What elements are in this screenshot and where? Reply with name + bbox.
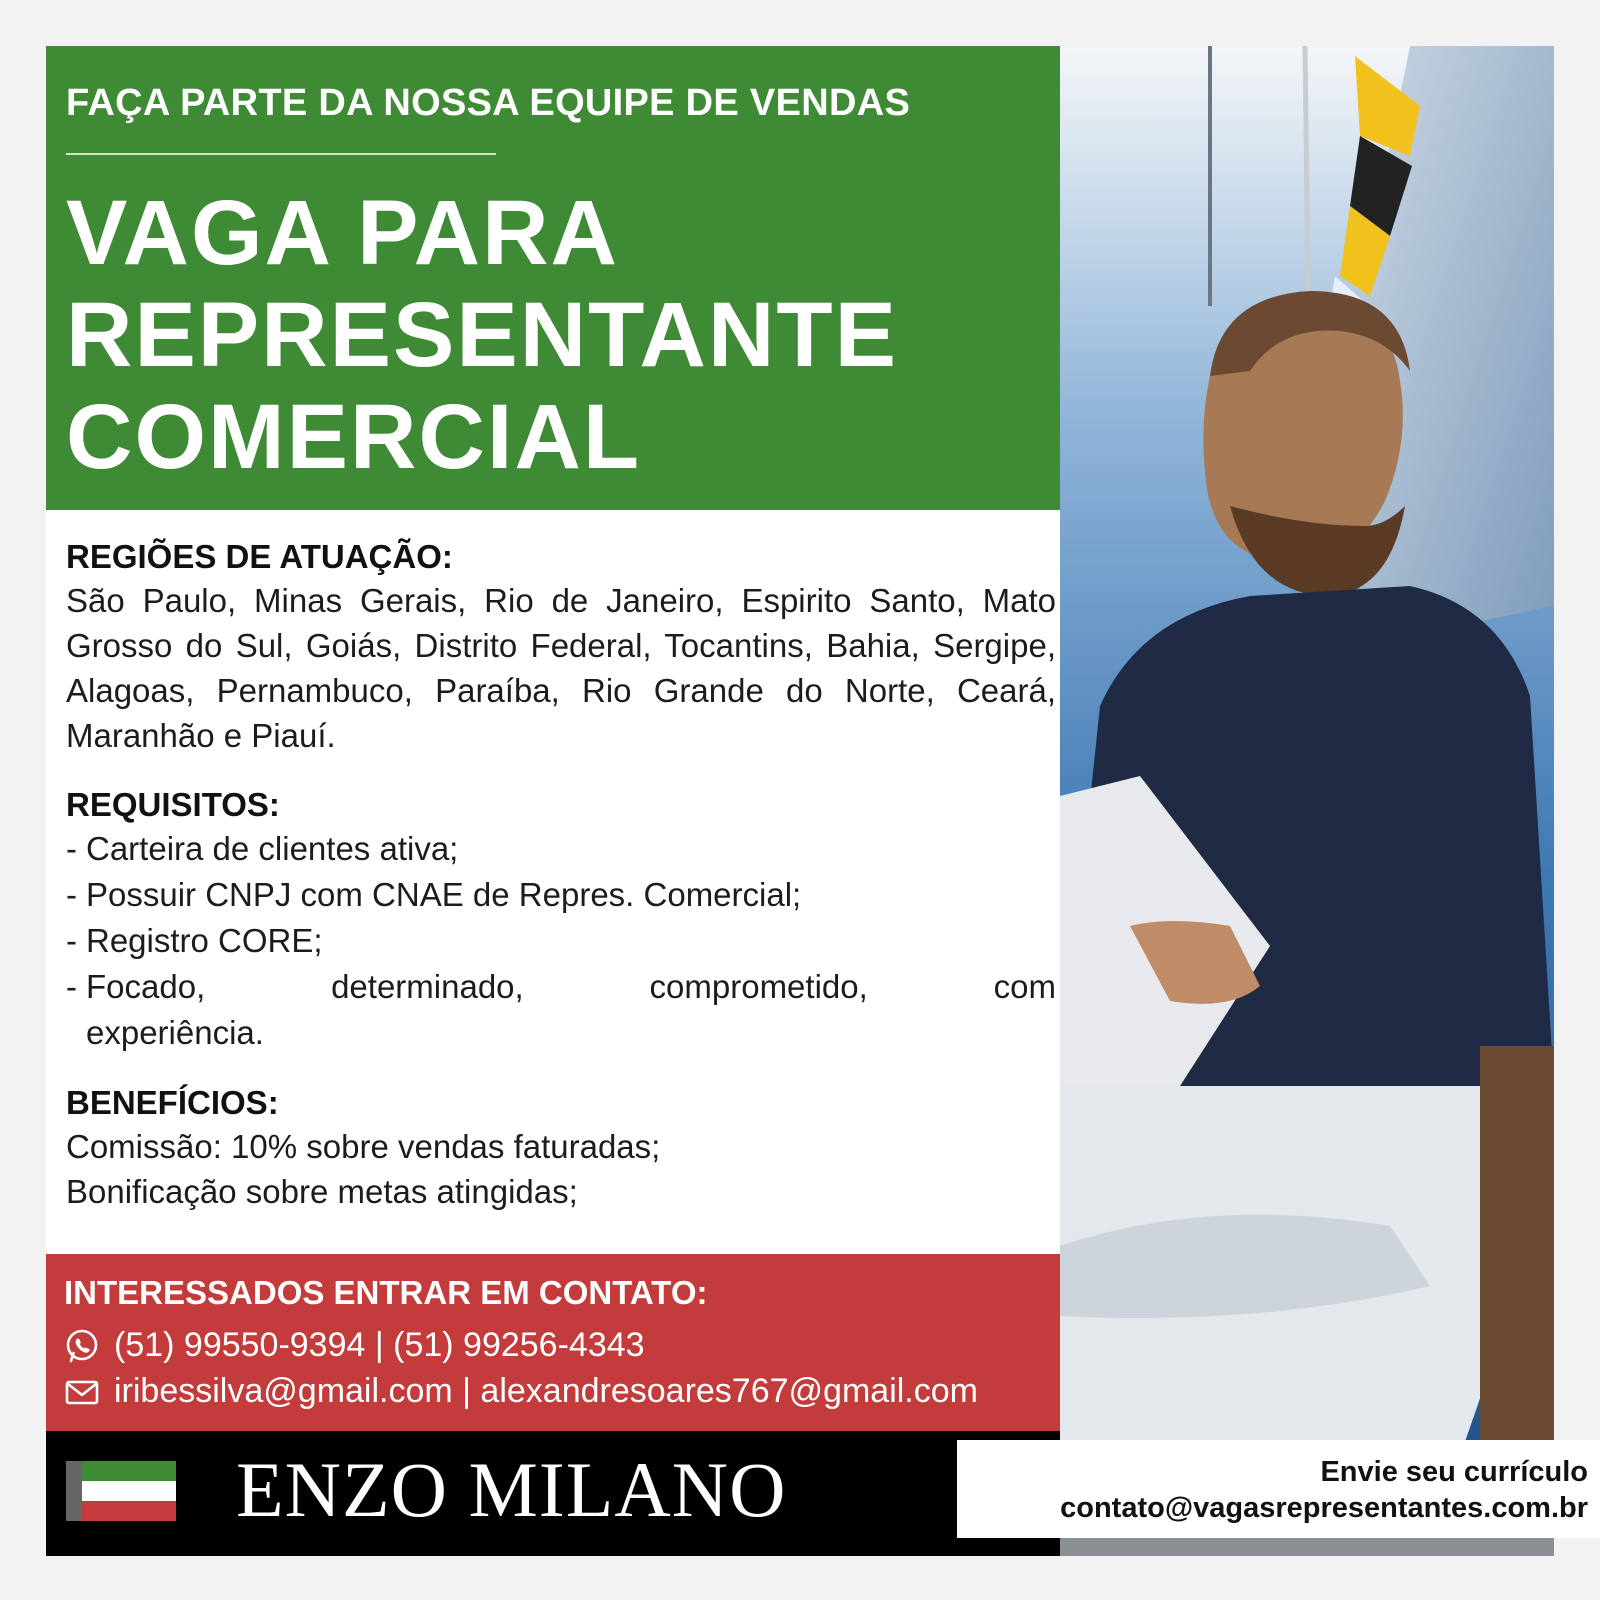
phone-row bbox=[64, 1326, 645, 1365]
whatsapp-icon bbox=[64, 1328, 100, 1364]
requirements-list bbox=[66, 826, 1056, 1056]
brand-footer bbox=[46, 1431, 1060, 1556]
requirement-item-tail: experiência. bbox=[86, 1014, 264, 1051]
headline bbox=[66, 182, 898, 488]
brand-logo-text: ENZO MILANO bbox=[236, 1446, 787, 1533]
requirement-item: - Carteira de clientes ativa; bbox=[66, 826, 1056, 872]
benefits-title: BENEFÍCIOS: bbox=[66, 1084, 279, 1121]
job-ad-card bbox=[46, 46, 1554, 1556]
brand-flag-icon bbox=[66, 1461, 176, 1521]
requirement-item bbox=[66, 964, 1056, 1056]
model-photo bbox=[1060, 46, 1554, 1556]
requirement-word: com bbox=[993, 968, 1056, 1005]
requirements-title: REQUISITOS: bbox=[66, 786, 280, 823]
header-divider bbox=[66, 153, 496, 155]
requirement-word: determinado, bbox=[331, 968, 524, 1005]
header-kicker: FAÇA PARTE DA NOSSA EQUIPE DE VENDAS bbox=[66, 82, 911, 124]
regions-title: REGIÕES DE ATUAÇÃO: bbox=[66, 538, 453, 575]
headline-line-2: REPRESENTANTE bbox=[66, 284, 898, 386]
contact-title: INTERESSADOS ENTRAR EM CONTATO: bbox=[64, 1274, 708, 1311]
phone-numbers[interactable]: (51) 99550-9394 | (51) 99256-4343 bbox=[114, 1326, 645, 1364]
email-addresses[interactable]: iribessilva@gmail.com | alexandresoares767@gmail.com bbox=[114, 1372, 978, 1410]
requirement-item: - Possuir CNPJ com CNAE de Repres. Comercial; bbox=[66, 872, 1056, 918]
requirement-word: comprometido, bbox=[649, 968, 868, 1005]
email-row bbox=[64, 1372, 978, 1411]
requirement-item: - Registro CORE; bbox=[66, 918, 1056, 964]
benefits-section bbox=[66, 1082, 1056, 1214]
benefit-item: Bonificação sobre metas atingidas; bbox=[66, 1173, 578, 1210]
headline-line-1: VAGA PARA bbox=[66, 182, 619, 284]
benefit-item: Comissão: 10% sobre vendas faturadas; bbox=[66, 1128, 661, 1165]
cv-overlay bbox=[957, 1440, 1600, 1538]
headline-line-3: COMERCIAL bbox=[66, 386, 642, 488]
cv-line-1: Envie seu currículo bbox=[1320, 1456, 1588, 1488]
regions-section bbox=[66, 536, 1056, 758]
ad-body bbox=[66, 536, 1056, 1214]
requirements-section bbox=[66, 784, 1056, 1056]
regions-text: São Paulo, Minas Gerais, Rio de Janeiro, Espirito Santo, Mato Grosso do Sul, Goiás, Distrito Federal, Tocantins, Bahia, Sergipe, Alagoas, Pernambuco, Paraíba, Rio Grande do Norte, Ceará, Maranhão e Piauí. bbox=[66, 582, 1056, 754]
mail-icon bbox=[64, 1374, 100, 1410]
requirement-item-first-line bbox=[86, 964, 1056, 1010]
ad-text-column bbox=[46, 46, 1060, 1556]
contact-banner bbox=[46, 1254, 1060, 1431]
cv-email[interactable]: contato@vagasrepresentantes.com.br bbox=[1060, 1492, 1588, 1524]
requirement-word: - Focado, bbox=[86, 968, 206, 1005]
header-banner bbox=[46, 46, 1060, 510]
